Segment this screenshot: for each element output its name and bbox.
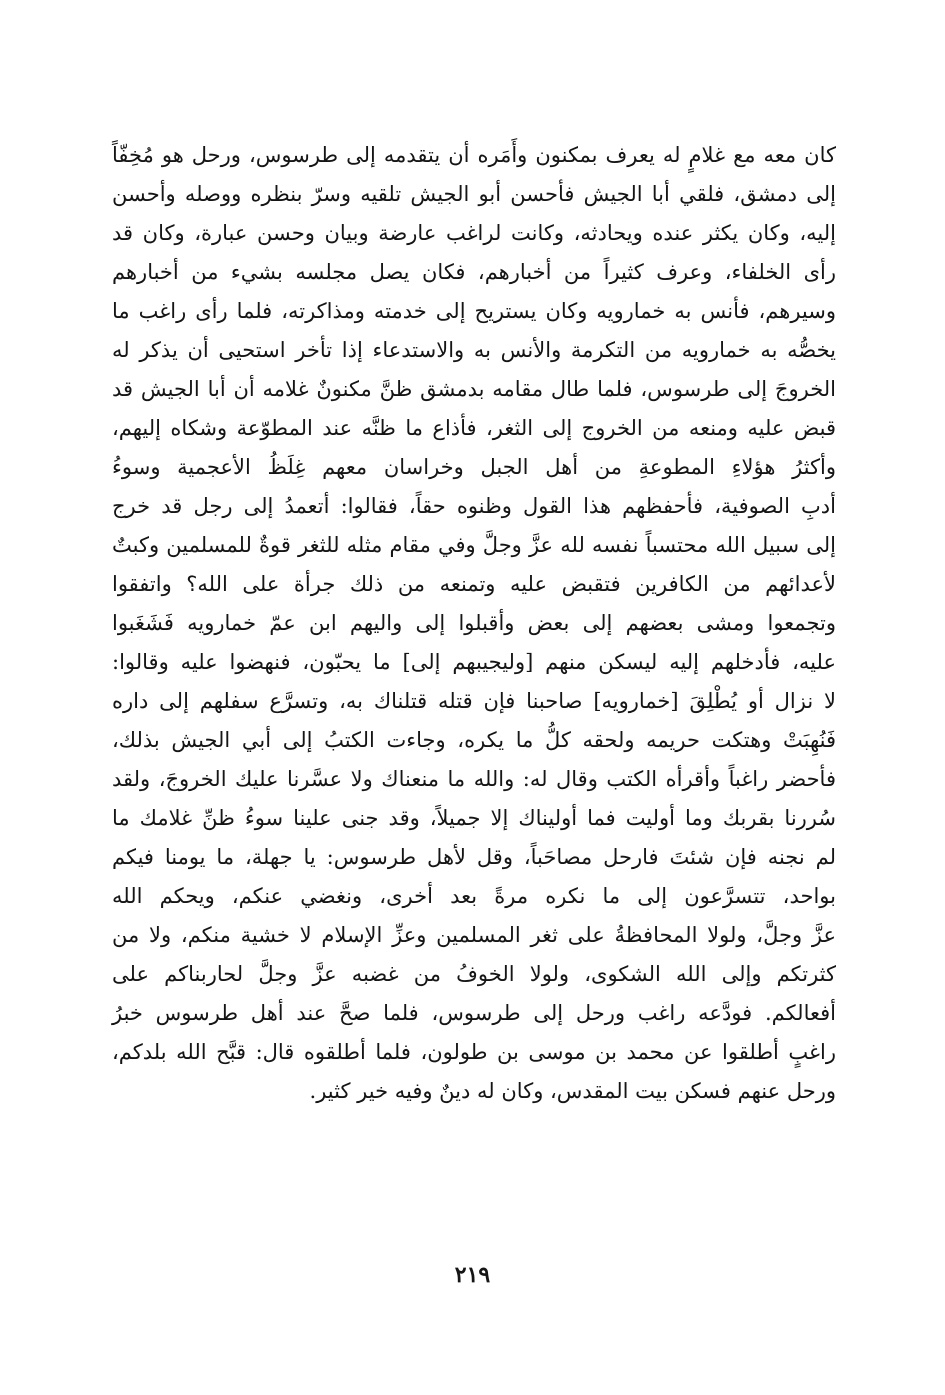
text-line: كان معه مع غلامٍ له يعرف بمكنون وأَمَره أن يتقدمه إلى طرسوس، ورحل هو مُخِفّاً: [112, 143, 836, 167]
text-line: عليه، فأدخلهم إليه ليسكن منهم [وليجيبهم إلى] ما يحبّون، فنهضوا عليه وقالوا:: [112, 650, 836, 674]
text-line: وتجمعوا ومشى بعضهم إلى بعض وأقبلوا إلى واليهم ابن عمّ خمارويه فَشَغَبوا: [112, 611, 836, 635]
text-line: راغبٍ أطلقوا عن محمد بن موسى بن طولون، فلما أطلقوه قال: قبَّح الله بلدكم،: [112, 1040, 836, 1064]
body-text: [112, 136, 836, 1111]
text-line: فأحضر راغباً وأقرأه الكتب وقال له: والله ما منعناك ولا عسَّرنا عليك الخروجَ، ولقد: [112, 767, 836, 791]
text-line: وأكثرُ هؤلاءِ المطوعةِ من أهل الجبل وخراسان معهم غِلَظُ الأعجمية وسوءُ: [112, 455, 836, 479]
text-line: الخروجَ إلى طرسوس، فلما طال مقامه بدمشق ظنَّ مكنونٌ غلامه أن أبا الجيش قد: [112, 377, 836, 401]
text-line: قبض عليه ومنعه من الخروج إلى الثغر، فأذاع ما ظنَّه عند المطوّعة وشكاه إليهم،: [112, 416, 836, 440]
text-line: فَنُهِبَتْ وهتكت حريمه ولحقه كلُّ ما يكره، وجاءت الكتبُ إلى أبي الجيش بذلك،: [112, 728, 836, 752]
text-line: يخصُّه به خمارويه من التكرمة والأنس به والاستدعاء إذا تأخر استحيى أن يذكر له: [112, 338, 836, 362]
text-line: أدبِ الصوفية، فأحفظهم هذا القول وظنوه حقاً، فقالوا: أتعمدُ إلى رجل قد خرج: [112, 494, 836, 518]
text-line: ورحل عنهم فسكن بيت المقدس، وكان له دينٌ وفيه خير كثير.: [309, 1079, 836, 1103]
text-line: رأى الخلفاء، وعرف كثيراً من أخبارهم، فكان يصل مجلسه بشيء من أخبارهم: [112, 260, 836, 284]
text-line: سُررنا بقربك وما أوليت فما أوليناك إلا جميلاً، وقد جنى علينا سوءُ ظنِّ غلامك ما: [112, 806, 836, 830]
text-line: بواحد، تتسرَّعون إلى ما نكره مرةً بعد أخرى، ونغضي عنكم، ويحكم الله: [112, 884, 836, 908]
text-line: لا نزال أو يُطْلِقَ [خمارويه] صاحبنا فإن قتله قتلناك به، وتسرَّع سفلهم إلى داره: [112, 689, 836, 713]
text-line: عزَّ وجلَّ، ولولا المحافظةُ على ثغر المسلمين وعزِّ الإسلام لا خشية منكم، ولا من: [112, 923, 836, 947]
text-line: لم نجنه فإن شئتَ فارحل مصاحَباً، وقل لأهل طرسوس: يا جهلة، ما يومنا فيكم: [112, 845, 836, 869]
page-number: ٢١٩: [454, 1262, 491, 1288]
text-line: إليه، وكان يكثر عنده ويحادثه، وكانت لراغب عارضة وبيان وحسن عبارة، وكان قد: [112, 221, 836, 245]
text-line: لأعدائهم من الكافرين فتقبض عليه وتمنعه من ذلك جرأة على الله؟ واتفقوا: [112, 572, 836, 596]
text-line: أفعالكم. فودَّعه راغب ورحل إلى طرسوس، فلما صحَّ عند أهل طرسوس خبرُ: [112, 1001, 836, 1025]
text-line: إلى دمشق، فلقي أبا الجيش فأحسن أبو الجيش تلقيه وسرّ بنظره ووصله وأحسن: [112, 182, 836, 206]
text-line: إلى سبيل الله محتسباً نفسه لله عزَّ وجلَّ وفي مقام مثله للثغر قوةٌ للمسلمين وكبتٌ: [112, 533, 836, 557]
text-line: كثرتكم وإلى الله الشكوى، ولولا الخوفُ من غضبه عزَّ وجلَّ لحاربناكم على: [112, 962, 836, 986]
text-line: وسيرهم، فأنس به خمارويه وكان يستريح إلى خدمته ومذاكرته، فلما رأى راغب ما: [112, 299, 836, 323]
